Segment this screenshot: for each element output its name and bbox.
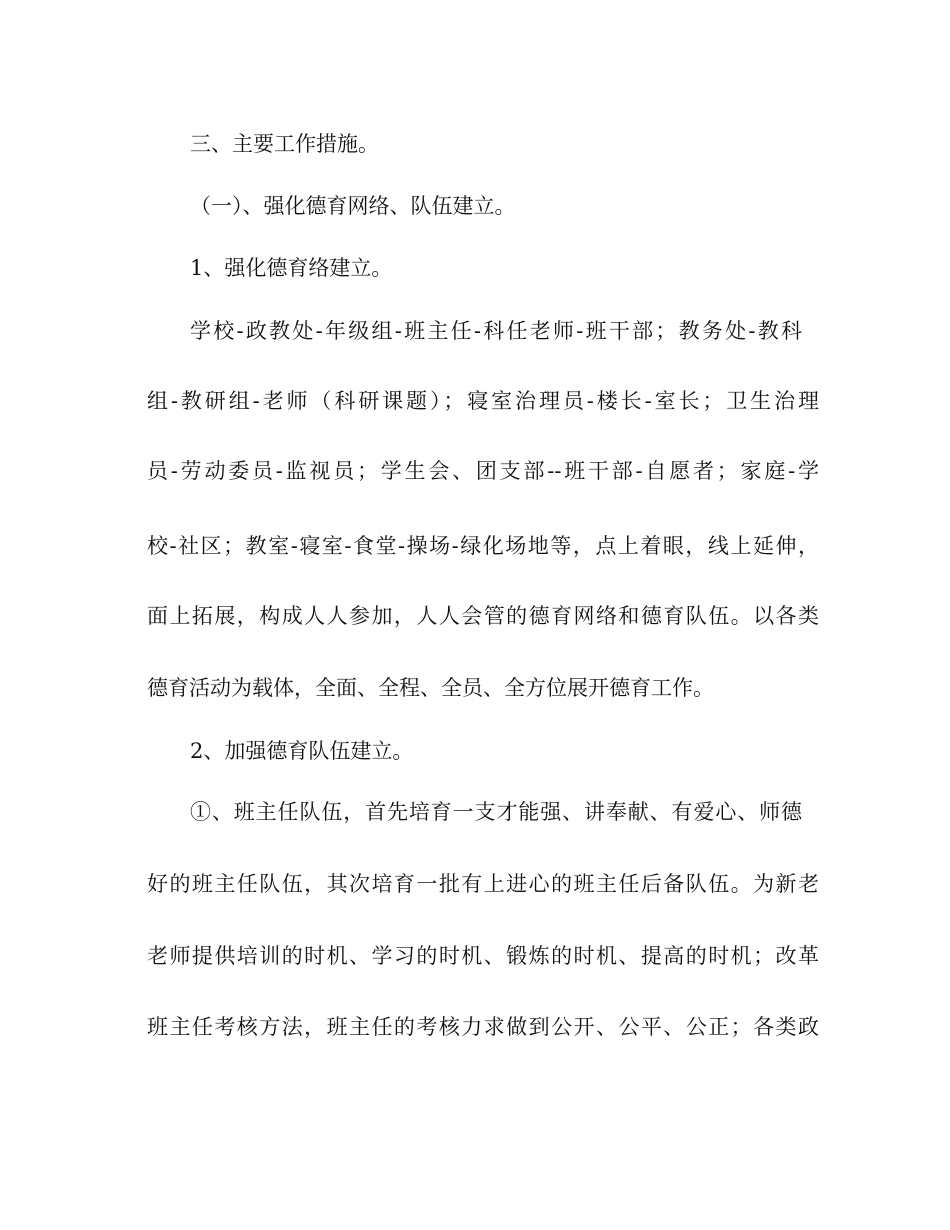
paragraph-1-line-2: 组-教研组-老师（科研课题）；寝室治理员-楼长-室长；卫生治理 (147, 389, 819, 413)
paragraph-1-line-4: 校-社区；教室-寝室-食堂-操场-绿化场地等，点上着眼，线上延伸， (147, 534, 819, 558)
section-heading: 三、主要工作措施。 (190, 132, 379, 156)
paragraph-1-line-5: 面上拓展，构成人人参加，人人会管的德育网络和德育队伍。以各类 (147, 604, 819, 628)
item-heading-2: 2、加强德育队伍建立。 (190, 739, 414, 763)
paragraph-1-line-6: 德育活动为载体，全面、全程、全员、全方位展开德育工作。 (147, 676, 714, 700)
subsection-heading: （一）、强化德育网络、队伍建立。 (190, 194, 516, 218)
item-heading-1: 1、强化德育络建立。 (190, 256, 393, 280)
paragraph-2-line-2: 好的班主任队伍，其次培育一批有上进心的班主任后备队伍。为新老 (147, 872, 819, 896)
paragraph-2-line-4: 班主任考核方法，班主任的考核力求做到公开、公平、公正；各类政 (147, 1015, 819, 1039)
paragraph-2-line-3: 老师提供培训的时机、学习的时机、锻炼的时机、提高的时机；改革 (147, 944, 819, 968)
paragraph-1-line-3: 员-劳动委员-监视员；学生会、团支部--班干部-自愿者；家庭-学 (147, 459, 819, 483)
paragraph-1-line-1: 学校-政教处-年级组-班主任-科任老师-班干部；教务处-教科 (190, 319, 802, 343)
paragraph-2-line-1: ①、班主任队伍，首先培育一支才能强、讲奉献、有爱心、师德 (190, 800, 802, 824)
